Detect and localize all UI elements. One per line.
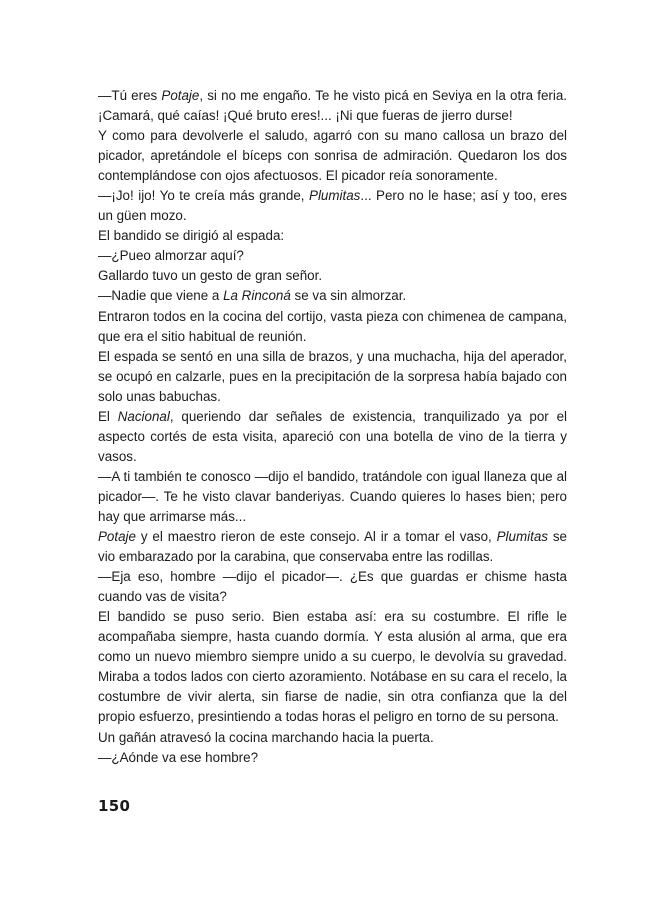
text-segment: Entraron todos en la cocina del cortijo, vasta pieza con chimenea de campana, que era el sitio habitual de reunión.	[98, 308, 567, 344]
paragraph	[98, 467, 567, 527]
book-page-body	[98, 86, 567, 768]
italic-text: Nacional	[117, 408, 170, 424]
italic-text: La Rinconá	[223, 288, 291, 304]
text-segment: , queriendo dar señales de existencia, tranquilizado ya por el aspecto cortés de esta visita, apareció con una botella de vino de la tierra y vasos.	[98, 408, 567, 464]
paragraph	[98, 286, 567, 306]
italic-text: Plumitas	[496, 529, 548, 545]
text-segment: —A ti también te conosco —dijo el bandido, tratándole con igual llaneza que al picador—. Te he visto clavar banderiyas. Cuando quieres lo hases bien; pero hay que arrimarse más...	[98, 468, 567, 524]
text-segment: y el maestro rieron de este consejo. Al ir a tomar el vaso,	[135, 529, 497, 545]
text-segment: , si no me engaño. Te he visto picá en Seviya en la otra feria. ¡Camará, qué caías! ¡Qué bruto eres!... ¡Ni que fueras de jierro durse!	[98, 88, 567, 124]
paragraph	[98, 527, 567, 567]
italic-text: Potaje	[98, 529, 136, 545]
text-segment: El bandido se puso serio. Bien estaba así: era su costumbre. El rifle le acompañaba siempre, hasta cuando dormía. Y esta alusión al arma, que era como un nuevo miembro siempre unido a su cuerpo, le devolvía su gravedad. Miraba a todos lados con cierto azoramiento. Notábase en su cara el recelo, la costumbre de vivir alerta, sin fiarse de nadie, sin otra confianza que la del propio esfuerzo, presintiendo a todas horas el peligro en torno de su persona.	[98, 609, 567, 725]
paragraph	[98, 186, 567, 226]
text-segment: se va sin almorzar.	[290, 288, 407, 304]
paragraph	[98, 728, 567, 748]
paragraph	[98, 347, 567, 407]
paragraph	[98, 748, 567, 768]
text-segment: El bandido se dirigió al espada:	[98, 228, 285, 244]
paragraph	[98, 567, 567, 607]
paragraph	[98, 86, 567, 126]
paragraph	[98, 607, 567, 727]
italic-text: Plumitas	[309, 188, 361, 204]
paragraph	[98, 226, 567, 246]
text-segment: Gallardo tuvo un gesto de gran señor.	[98, 268, 323, 284]
text-segment: —¿Aónde va ese hombre?	[98, 749, 259, 765]
paragraph	[98, 246, 567, 266]
page-number: 150	[98, 797, 131, 815]
paragraph	[98, 407, 567, 467]
text-segment: El	[98, 408, 118, 424]
text-segment: —Eja eso, hombre —dijo el picador—. ¿Es que guardas er chisme hasta cuando vas de visita?	[98, 569, 567, 605]
text-segment: Un gañán atravesó la cocina marchando hacia la puerta.	[98, 729, 434, 745]
text-segment: ... Pero no le hase; así y too, eres un güen mozo.	[98, 188, 567, 224]
text-segment: —¡Jo! ijo! Yo te creía más grande,	[98, 188, 310, 204]
paragraph	[98, 126, 567, 186]
paragraph	[98, 307, 567, 347]
text-segment: —Tú eres	[98, 88, 162, 103]
text-segment: El espada se sentó en una silla de brazos, y una muchacha, hija del aperador, se ocupó en calzarle, pues en la precipitación de la sorpresa había bajado con solo unas babuchas.	[98, 348, 567, 404]
text-segment: se vio embarazado por la carabina, que conservaba entre las rodillas.	[98, 529, 567, 565]
paragraph	[98, 266, 567, 286]
text-segment: Y como para devolverle el saludo, agarró con su mano callosa un brazo del picador, apretándole el bíceps con sonrisa de admiración. Quedaron los dos contemplándose con ojos afectuosos. El picador reía sonoramente.	[98, 128, 567, 184]
text-segment: —¿Pueo almorzar aquí?	[98, 248, 244, 264]
text-segment: —Nadie que viene a	[98, 288, 224, 304]
italic-text: Potaje	[161, 88, 200, 103]
